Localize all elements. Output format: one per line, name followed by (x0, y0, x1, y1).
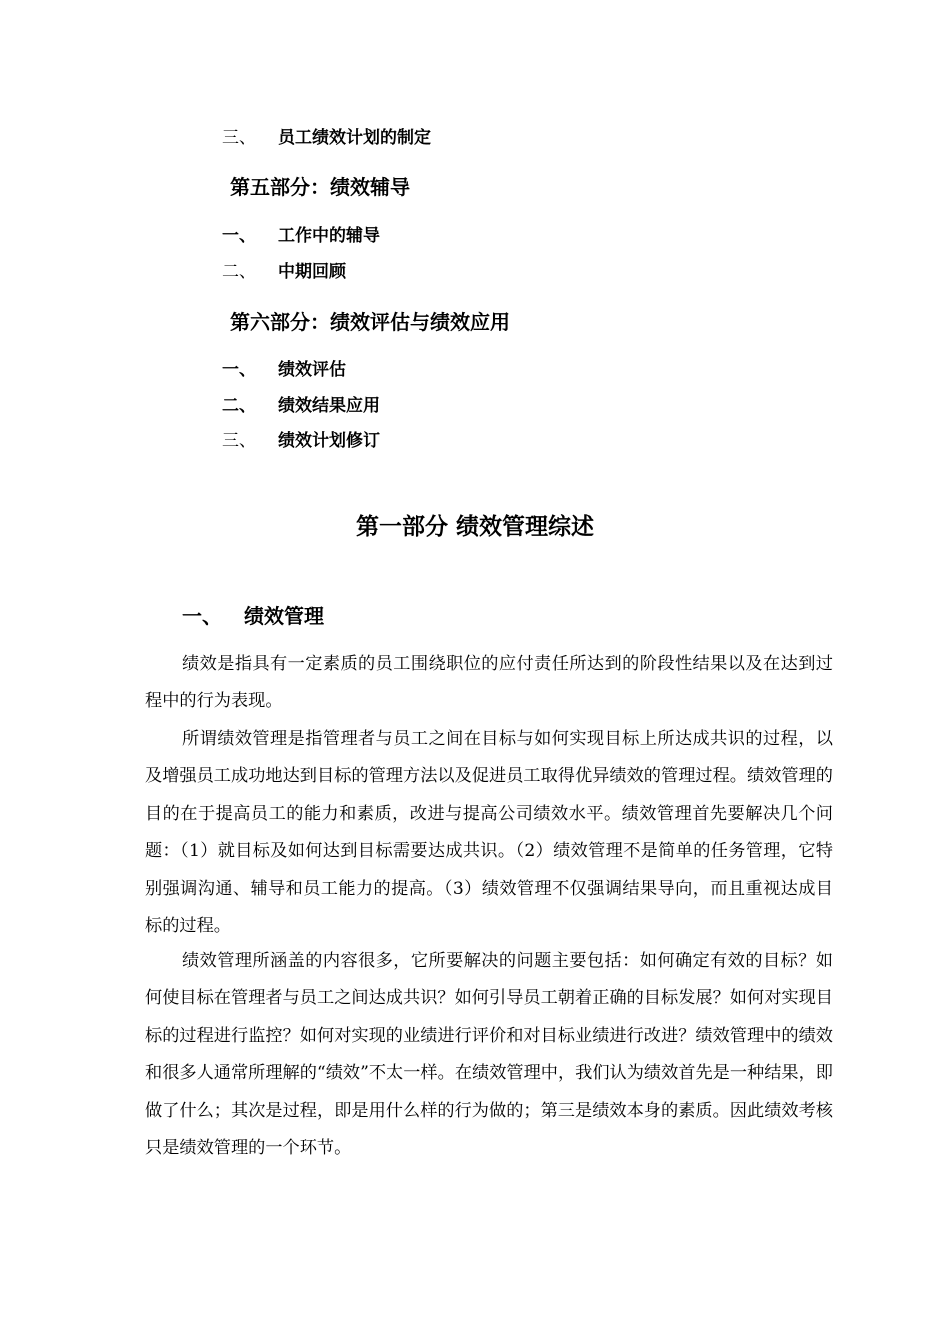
toc-text: 中期回顾 (278, 262, 346, 282)
toc-number: 二、 (222, 262, 256, 282)
main-title: 第一部分 绩效管理综述 (355, 514, 594, 540)
toc-text: 员工绩效计划的制定 (278, 128, 431, 148)
section-heading (182, 603, 324, 629)
toc-number: 二、 (222, 396, 256, 416)
toc-number: 三、 (222, 128, 256, 148)
toc-number: 一、 (222, 360, 256, 380)
toc-text: 绩效评估 (278, 360, 346, 380)
toc-item (222, 359, 346, 381)
toc-item (222, 430, 380, 452)
toc-text: 绩效计划修订 (278, 431, 380, 451)
part-heading: 第五部分：绩效辅导 (230, 175, 410, 199)
toc-text: 工作中的辅导 (278, 226, 380, 246)
toc-item (222, 395, 380, 417)
paragraph: 所谓绩效管理是指管理者与员工之间在目标与如何实现目标上所达成共识的过程，以及增强员工成功地达到目标的管理方法以及促进员工取得优异绩效的管理过程。绩效管理的目的在于提高员工的能力和素质，改进与提高公司绩效水平。绩效管理首先要解决几个问题：（1）就目标及如何达到目标需要达成共识。（2）绩效管理不是简单的任务管理，它特别强调沟通、辅导和员工能力的提高。（3）绩效管理不仅强调结果导向，而且重视达成目标的过程。 (145, 729, 833, 937)
section-title: 绩效管理 (244, 604, 324, 628)
paragraph: 绩效是指具有一定素质的员工围绕职位的应付责任所达到的阶段性结果以及在达到过程中的行为表现。 (145, 654, 833, 712)
toc-item (222, 225, 380, 247)
toc-number: 三、 (222, 431, 256, 451)
part-heading: 第六部分：绩效评估与绩效应用 (230, 310, 510, 334)
section-number: 一、 (182, 604, 222, 628)
toc-item (222, 261, 346, 283)
paragraph: 绩效管理所涵盖的内容很多，它所要解决的问题主要包括：如何确定有效的目标？如何使目标在管理者与员工之间达成共识？如何引导员工朝着正确的目标发展？如何对实现目标的过程进行监控？如何对实现的业绩进行评价和对目标业绩进行改进？绩效管理中的绩效和很多人通常所理解的“绩效”不太一样。在绩效管理中，我们认为绩效首先是一种结果，即做了什么；其次是过程，即是用什么样的行为做的；第三是绩效本身的素质。因此绩效考核只是绩效管理的一个环节。 (145, 951, 833, 1159)
toc-item (222, 127, 431, 149)
toc-text: 绩效结果应用 (278, 396, 380, 416)
toc-number: 一、 (222, 226, 256, 246)
